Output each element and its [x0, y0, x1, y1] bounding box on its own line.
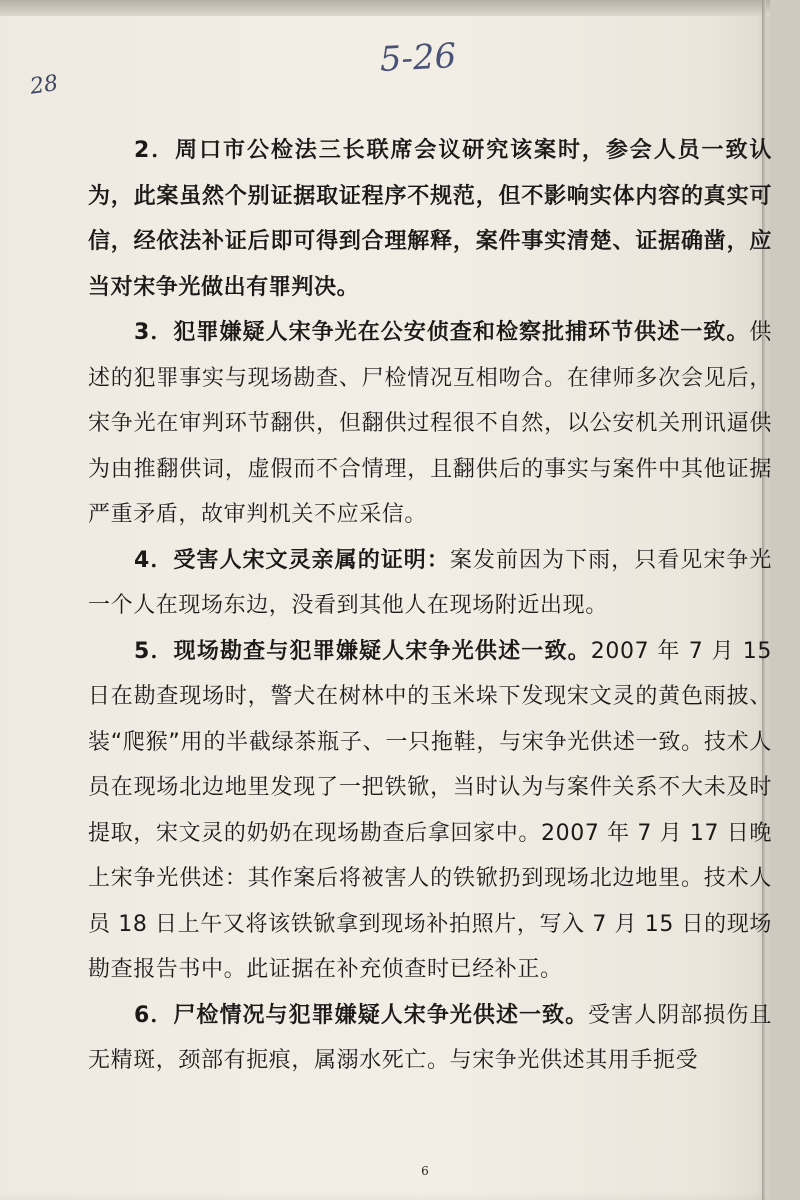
paragraph-lead: 2．周口市公检法三长联席会议研究该案时，参会人员一致认为，此案虽然个别证据取证程序不规范，但不影响实体内容的真实可信，经依法补证后即可得到合理解释，案件事实清楚、证据确凿，应当对宋争光做出有罪判决。: [88, 138, 772, 300]
paragraph-2: [88, 128, 772, 310]
paragraph-lead: 5．现场勘查与犯罪嫌疑人宋争光供述一致。: [134, 638, 591, 664]
paragraph-body: 供述的犯罪事实与现场勘查、尸检情况互相吻合。在律师多次会见后，宋争光在审判环节翻供，但翻供过程很不自然，以公安机关刑讯逼供为由推翻供词，虚假而不合情理，且翻供后的事实与案件中其他证据严重矛盾，故审判机关不应采信。: [88, 320, 772, 527]
paragraph-body: 2007 年 7 月 15 日在勘查现场时，警犬在树林中的玉米垛下发现宋文灵的黄色雨披、装“爬猴”用的半截绿茶瓶子、一只拖鞋，与宋争光供述一致。技术人员在现场北边地里发现了一把铁锨，当时认为与案件关系不大未及时提取，宋文灵的奶奶在现场勘查后拿回家中。2007 年 7 月 17 日晚上宋争光供述：其作案后将被害人的铁锨扔到现场北边地里。技术人员 18 日上午又将该铁锨拿到现场补拍照片，写入 7 月 15 日的现场勘查报告书中。此证据在补充侦查时已经补正。: [88, 638, 772, 982]
document-body: [88, 128, 772, 1084]
page-top-shadow: [0, 0, 770, 16]
handwritten-margin-note: 28: [28, 71, 60, 100]
paragraph-6: [88, 993, 772, 1084]
handwritten-page-note: 5-26: [378, 36, 458, 80]
page-number: 6: [421, 1164, 429, 1178]
paragraph-5: [88, 629, 772, 993]
paragraph-lead: 3．犯罪嫌疑人宋争光在公安侦查和检察批捕环节供述一致。: [134, 320, 750, 345]
paragraph-lead: 6．尸检情况与犯罪嫌疑人宋争光供述一致。: [134, 1002, 589, 1028]
paragraph-lead: 4．受害人宋文灵亲属的证明：: [134, 547, 450, 573]
paragraph-3: [88, 310, 772, 538]
paragraph-body: 受害人阴部损伤且无精斑，颈部有扼痕，属溺水死亡。与宋争光供述其用手扼受: [88, 1002, 772, 1073]
paragraph-body: 案发前因为下雨，只看见宋争光一个人在现场东边，没看到其他人在现场附近出现。: [88, 547, 772, 618]
paragraph-4: [88, 538, 772, 629]
